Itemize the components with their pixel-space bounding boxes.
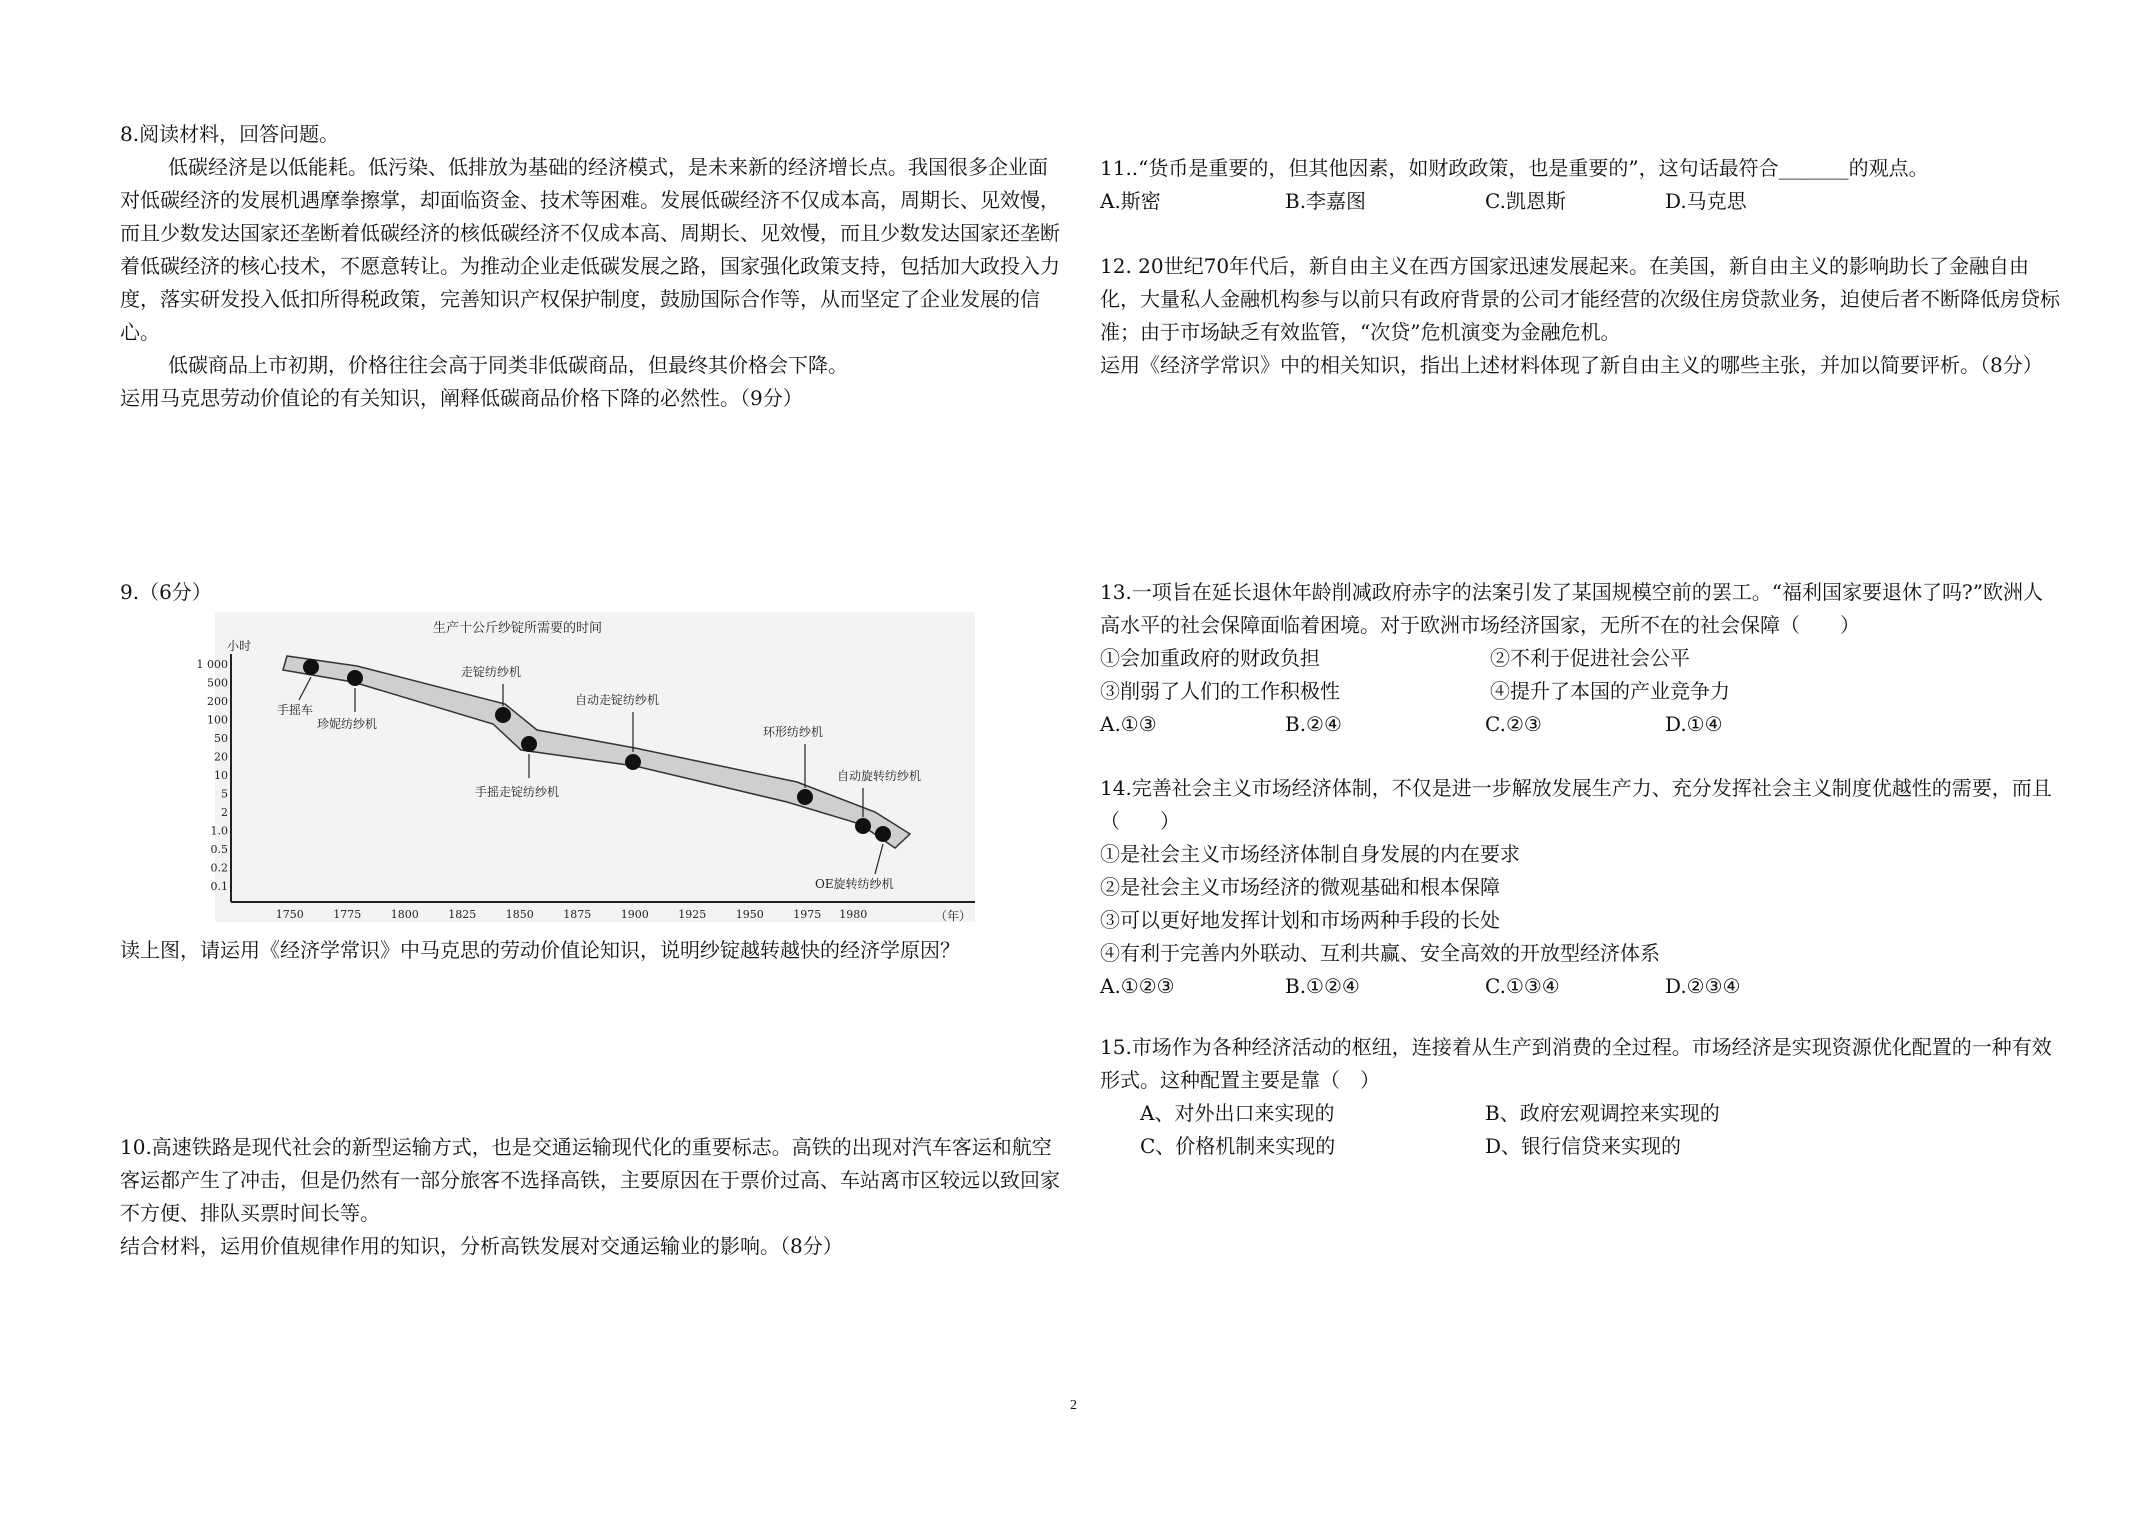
q15-options-row-1 (1100, 1097, 2060, 1130)
q15-options-row-2 (1100, 1130, 2060, 1163)
question-13 (1100, 576, 2060, 741)
q8-material-paragraph-2: 低碳商品上市初期，价格往往会高于同类非低碳商品，但最终其价格会下降。 (168, 353, 848, 377)
q13-statement-1: ①会加重政府的财政负担 (1100, 646, 1320, 670)
q8-prompt: 运用马克思劳动价值论的有关知识，阐释低碳商品价格下降的必然性。（9分） (120, 386, 803, 410)
q13-statement-4: ④提升了本国的产业竞争力 (1490, 679, 1730, 703)
q8-material-paragraph-1: 低碳经济是以低能耗。低污染、低排放为基础的经济模式，是未来新的经济增长点。我国很多企业面对低碳经济的发展机遇摩拳擦掌，却面临资金、技术等困难。发展低碳经济不仅成本高，周期长、见效慢，而且少数发达国家还垄断着低碳经济的核低碳经济不仅成本高、周期长、见效慢，而且少数发达国家还垄断着低碳经济的核心技术，不愿意转让。为推动企业走低碳发展之路，国家强化政策支持，包括加大政投入力度，落实研发投入低扣所得税政策，完善知识产权保护制度，鼓励国际合作等，从而坚定了企业发展的信心。 (120, 155, 1060, 344)
q13-statements-row-2 (1100, 675, 2060, 708)
y-tick-label: 100 (207, 713, 228, 727)
q14-stem: 14.完善社会主义市场经济体制，不仅是进一步解放发展生产力、充分发挥社会主义制度优越性的需要，而且（ ） (1100, 776, 2052, 833)
marker-mule (495, 707, 511, 723)
y-tick-label: 0.1 (210, 880, 228, 893)
label-hand-wheel: 手摇车 (277, 703, 314, 717)
figure-title: 生产十公斤纱锭所需要的时间 (433, 621, 603, 636)
q11-option-b: B.李嘉图 (1285, 189, 1367, 213)
label-oe-rotor: OE旋转纺纱机 (815, 877, 894, 891)
q14-statement-4: ④有利于完善内外联动、互利共赢、安全高效的开放型经济体系 (1100, 941, 1660, 965)
q12-prompt: 运用《经济学常识》中的相关知识，指出上述材料体现了新自由主义的哪些主张，并加以简要评析。（8分） (1100, 353, 2043, 377)
figure-x-unit: （年） (935, 909, 972, 923)
question-10 (120, 1131, 1060, 1263)
q9-heading: 9.（6分） (120, 580, 212, 604)
x-tick-label: 1975 (793, 908, 822, 921)
marker-jenny (347, 670, 363, 686)
y-tick-label: 200 (207, 695, 228, 708)
label-hand-mule: 手摇走锭纺纱机 (475, 785, 560, 799)
label-mule: 走锭纺纱机 (461, 665, 522, 679)
q11-option-a: A.斯密 (1100, 189, 1161, 213)
q13-statement-2: ②不利于促进社会公平 (1490, 646, 1690, 670)
q15-option-b: B、政府宏观调控来实现的 (1485, 1101, 1720, 1125)
q15-option-c: C、价格机制来实现的 (1140, 1134, 1336, 1158)
q11-stem: 11..“货币是重要的，但其他因素，如财政政策，也是重要的”，这句话最符合_______的观点。 (1100, 156, 1929, 180)
q15-stem: 15.市场作为各种经济活动的枢纽，连接着从生产到消费的全过程。市场经济是实现资源优化配置的一种有效形式。这种配置主要是靠（ ） (1100, 1035, 2052, 1092)
marker-oe-rotor (875, 826, 891, 842)
q9-prompt: 读上图，请运用《经济学常识》中马克思的劳动价值论知识，说明纱锭越转越快的经济学原因？ (120, 938, 960, 962)
figure-y-unit: 小时 (227, 639, 252, 653)
q13-options (1100, 708, 2060, 741)
x-tick-label: 1950 (735, 908, 764, 921)
q14-statement-2: ②是社会主义市场经济的微观基础和根本保障 (1100, 875, 1500, 899)
label-jenny: 珍妮纺纱机 (317, 717, 378, 731)
x-tick-label: 1980 (839, 908, 868, 921)
q14-option-a: A.①②③ (1100, 974, 1175, 998)
question-8 (120, 118, 1060, 415)
q15-option-d: D、银行信贷来实现的 (1485, 1134, 1682, 1158)
q14-option-b: B.①②④ (1285, 974, 1360, 998)
marker-hand-mule (521, 736, 537, 752)
question-11 (1100, 152, 2060, 218)
y-tick-label: 0.2 (210, 861, 228, 875)
marker-auto-mule (625, 754, 641, 770)
q8-heading: 8.阅读材料，回答问题。 (120, 122, 340, 146)
question-15 (1100, 1031, 2060, 1163)
q13-option-a: A.①③ (1100, 712, 1157, 736)
q14-statement-3: ③可以更好地发挥计划和市场两种手段的长处 (1100, 908, 1500, 932)
marker-auto-rotor (855, 818, 871, 834)
q13-option-c: C.②③ (1485, 712, 1542, 736)
y-tick-label: 50 (214, 732, 228, 745)
q13-option-b: B.②④ (1285, 712, 1342, 736)
x-tick-label: 1775 (333, 908, 362, 921)
q12-material: 12. 20世纪70年代后，新自由主义在西方国家迅速发展起来。在美国，新自由主义的影响助长了金融自由化，大量私人金融机构参与以前只有政府背景的公司才能经营的次级住房贷款业务，迫使后者不断降低房贷标准；由于市场缺乏有效监管，“次贷”危机演变为金融危机。 (1100, 254, 2060, 344)
q11-options (1100, 185, 2060, 218)
question-12 (1100, 250, 2060, 382)
question-14 (1100, 772, 2060, 1003)
marker-hand-wheel (303, 659, 319, 675)
q11-option-c: C.凯恩斯 (1485, 189, 1566, 213)
q10-prompt: 结合材料，运用价值规律作用的知识，分析高铁发展对交通运输业的影响。（8分） (120, 1234, 843, 1258)
q15-option-a: A、对外出口来实现的 (1140, 1101, 1335, 1125)
q13-option-d: D.①④ (1665, 712, 1723, 736)
y-tick-label: 500 (207, 676, 228, 690)
q13-statement-3: ③削弱了人们的工作积极性 (1100, 679, 1340, 703)
spindle-time-figure (196, 612, 975, 923)
label-auto-rotor: 自动旋转纺纱机 (837, 769, 922, 783)
y-tick-label: 5 (221, 787, 228, 801)
y-tick-label: 1 000 (196, 658, 228, 671)
question-9-heading-block (120, 576, 1060, 609)
q14-option-c: C.①③④ (1485, 974, 1560, 998)
y-tick-label: 20 (214, 750, 228, 764)
x-tick-label: 1900 (620, 908, 649, 921)
y-tick-label: 0.5 (210, 843, 228, 856)
x-tick-label: 1800 (390, 908, 419, 921)
y-tick-label: 2 (221, 806, 228, 819)
y-tick-label: 10 (214, 769, 228, 782)
q14-options (1100, 970, 2060, 1003)
page-number: 2 (1070, 1398, 1077, 1413)
x-tick-label: 1925 (678, 908, 707, 921)
x-tick-label: 1825 (448, 908, 477, 921)
x-tick-label: 1875 (563, 908, 592, 921)
label-ring: 环形纺纱机 (763, 725, 824, 739)
x-tick-label: 1850 (505, 908, 534, 921)
label-auto-mule: 自动走锭纺纱机 (575, 693, 660, 707)
x-tick-label: 1750 (275, 908, 304, 921)
q11-option-d: D.马克思 (1665, 189, 1747, 213)
marker-ring (797, 789, 813, 805)
q14-option-d: D.②③④ (1665, 974, 1741, 998)
question-9-prompt-block (120, 934, 1080, 967)
y-tick-label: 1.0 (210, 824, 228, 838)
q14-statement-1: ①是社会主义市场经济体制自身发展的内在要求 (1100, 842, 1520, 866)
q13-statements-row-1 (1100, 642, 2060, 675)
q13-stem: 13.一项旨在延长退休年龄削减政府赤字的法案引发了某国规模空前的罢工。“福利国家要退休了吗?”欧洲人高水平的社会保障面临着困境。对于欧洲市场经济国家，无所不在的社会保障（ ） (1100, 580, 2043, 637)
q10-material: 10.高速铁路是现代社会的新型运输方式，也是交通运输现代化的重要标志。高铁的出现对汽车客运和航空客运都产生了冲击，但是仍然有一部分旅客不选择高铁，主要原因在于票价过高、车站离市区较远以致回家不方便、排队买票时间长等。 (120, 1135, 1060, 1225)
